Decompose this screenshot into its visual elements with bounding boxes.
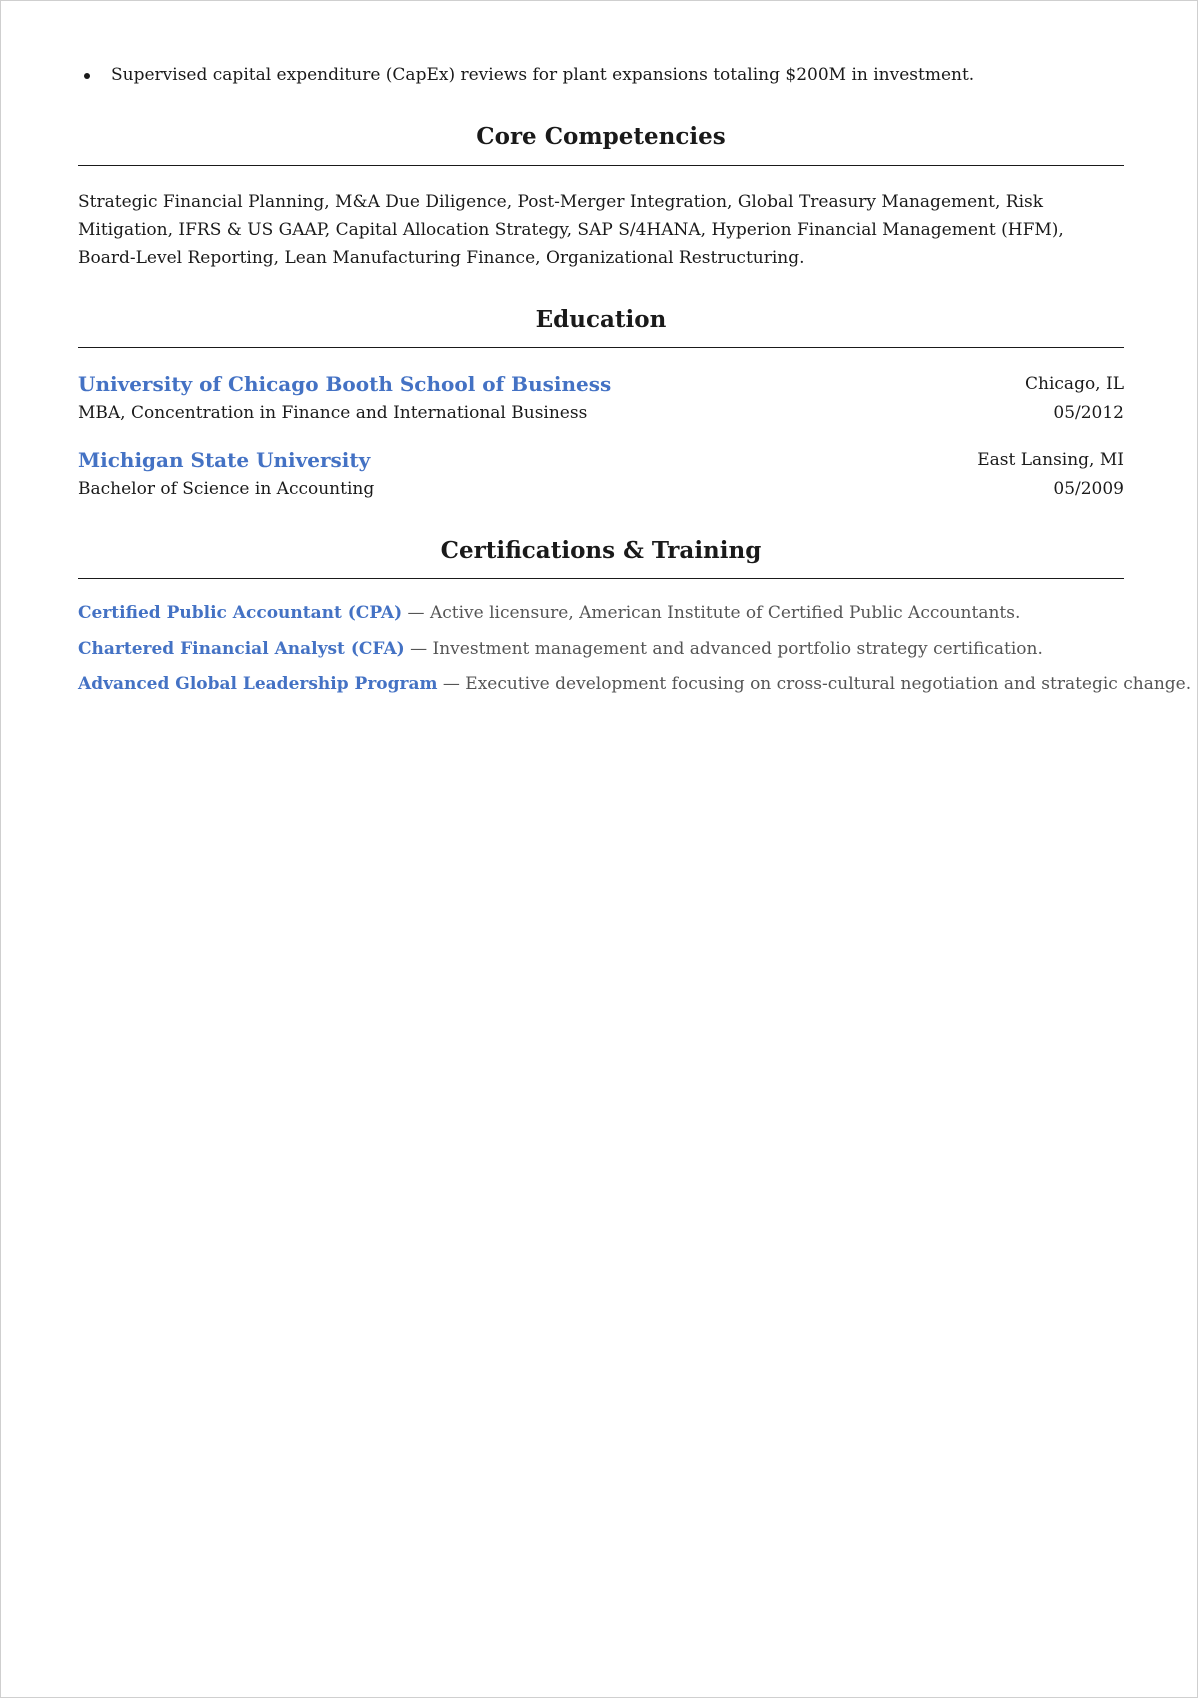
certification-description: Executive development focusing on cross-cultural negotiation and strategic change. (465, 674, 1192, 694)
education-degree: MBA, Concentration in Finance and International Business (78, 403, 588, 423)
education-school: Michigan State University (78, 448, 371, 472)
certification-description: Investment management and advanced portfolio strategy certification. (432, 639, 1043, 659)
experience-bullet-list (78, 63, 1124, 87)
certification-item (78, 670, 1192, 698)
certification-name: Chartered Financial Analyst (CFA) (78, 639, 405, 659)
core-competencies-text: Strategic Financial Planning, M&A Due Diligence, Post-Merger Integration, Global Treasury Management, Risk Mitigation, IFRS & US GAAP, Capital Allocation Strategy, SAP S/4HANA, Hyperion Financial Management (HFM), Board-Level Reporting, Lean Manufacturing Finance, Organizational Restructuring. (78, 192, 1064, 268)
education-entry-header (78, 369, 1124, 399)
bullet-dot-icon (84, 73, 90, 79)
education-degree: Bachelor of Science in Accounting (78, 479, 375, 499)
education-date: 05/2012 (1053, 403, 1124, 423)
core-competencies-divider (78, 165, 1124, 166)
certification-separator: — (407, 603, 425, 623)
certifications-heading: Certifications & Training (440, 537, 762, 564)
education-location: East Lansing, MI (977, 450, 1124, 470)
certification-item (78, 599, 1124, 627)
certification-name: Certified Public Accountant (CPA) (78, 603, 403, 623)
education-date: 05/2009 (1053, 479, 1124, 499)
education-school: University of Chicago Booth School of Business (78, 372, 612, 396)
certification-separator: — (442, 674, 460, 694)
certification-separator: — (410, 639, 428, 659)
certification-name: Advanced Global Leadership Program (78, 674, 438, 694)
certification-description: Active licensure, American Institute of Certified Public Accountants. (429, 603, 1021, 623)
education-entry-header (78, 445, 1124, 475)
education-heading: Education (535, 306, 667, 333)
education-divider (78, 347, 1124, 348)
experience-bullet-text: Supervised capital expenditure (CapEx) reviews for plant expansions totaling $200M in investment. (111, 65, 975, 85)
certification-item (78, 635, 1124, 663)
core-competencies-heading: Core Competencies (476, 123, 726, 150)
certifications-divider (78, 578, 1124, 579)
education-location: Chicago, IL (1025, 374, 1124, 394)
experience-bullet (78, 63, 1124, 87)
